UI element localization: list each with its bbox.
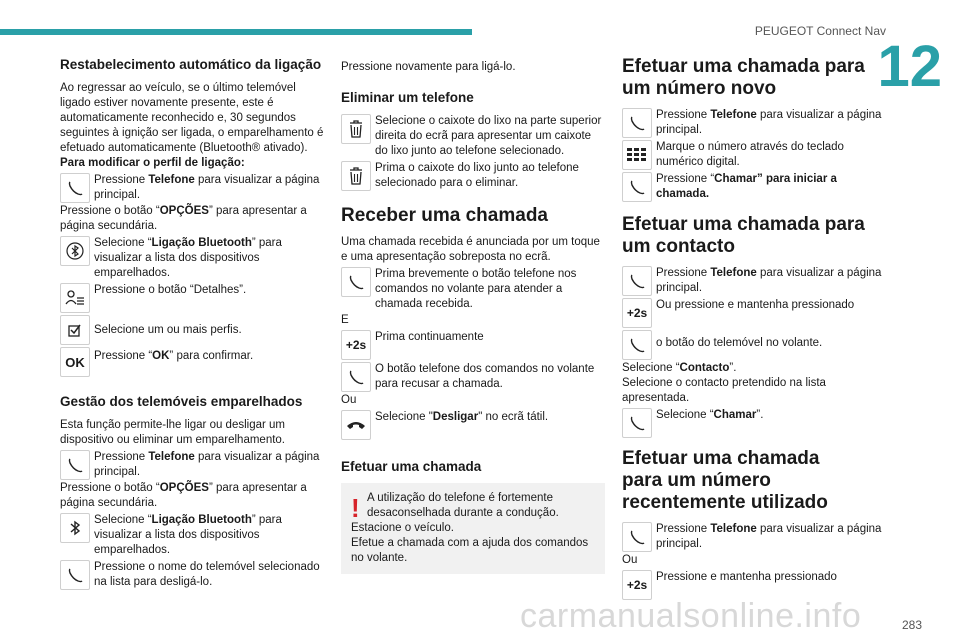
phone-icon: [622, 172, 652, 202]
step: Marque o número através do teclado numérico digital.: [622, 140, 887, 170]
hang-up-icon: [341, 410, 371, 440]
step: OK Pressione “OK” para confirmar.: [60, 347, 325, 377]
bluetooth-icon: [60, 236, 90, 266]
phone-icon: [622, 266, 652, 296]
page-number: 283: [901, 618, 922, 632]
paragraph: Para modificar o perfil de ligação:: [60, 157, 245, 169]
paragraph: Pressione o botão “OPÇÕES” para apresentar a página secundária.: [60, 205, 307, 232]
step: Pressione Telefone para visualizar a página principal.: [60, 450, 325, 480]
step: Selecione “Ligação Bluetooth” para visualizar a lista dos dispositivos emparelhados.: [60, 236, 325, 281]
column-2: [341, 52, 605, 574]
column-3: [622, 52, 887, 601]
checkbox-icon: [60, 315, 90, 345]
step: Pressione “Chamar” para iniciar a chamada.: [622, 172, 887, 202]
section-title: Restabelecimento automático da ligação: [60, 57, 322, 72]
step: +2s Pressione e mantenha pressionado: [622, 570, 887, 600]
phone-icon: [60, 173, 90, 203]
section-title: Gestão dos telemóveis emparelhados: [60, 394, 303, 409]
trash-icon: [341, 161, 371, 191]
paragraph: Pressione o botão “OPÇÕES” para apresentar a página secundária.: [60, 482, 307, 509]
step: Selecione "Desligar" no ecrã tátil.: [341, 410, 605, 440]
hold-2s-icon: +2s: [622, 570, 652, 600]
warning-box: ! A utilização do telefone é fortemente desaconselhada durante a condução. Estacione o veículo. Efetue a chamada com a ajuda dos comandos no volante.: [341, 483, 605, 574]
paragraph: Ou: [341, 394, 357, 406]
step: Selecione “Chamar”.: [622, 408, 887, 438]
warning-icon: !: [351, 493, 360, 523]
step: Prima o caixote do lixo junto ao telefone selecionado para o eliminar.: [341, 161, 605, 191]
section-title: Efetuar uma chamada para um número novo: [622, 56, 865, 99]
step: +2s Prima continuamente: [341, 330, 605, 360]
phone-icon: [341, 362, 371, 392]
paragraph: Ao regressar ao veículo, se o último telemóvel ligado estiver novamente presente, este é automaticamente reconhecido e, 30 segundos seguintes à ignição ser ligada, o emparelhamento é efetuado automaticamente (Bluetooth® ativado).: [60, 82, 324, 154]
phone-icon: [341, 267, 371, 297]
step: Pressione o botão “Detalhes”.: [60, 283, 325, 313]
step: Pressione Telefone para visualizar a página principal.: [622, 108, 887, 138]
phone-icon: [622, 330, 652, 360]
step: Prima brevemente o botão telefone nos comandos no volante para atender a chamada recebida.: [341, 267, 605, 312]
bluetooth-icon: [60, 513, 90, 543]
section-title: Efetuar uma chamada para um contacto: [622, 214, 865, 257]
section-title: Efetuar uma chamada: [341, 459, 482, 474]
paragraph: Selecione o contacto pretendido na lista apresentada.: [622, 377, 826, 404]
step: o botão do telemóvel no volante.: [622, 330, 887, 360]
trash-icon: [341, 114, 371, 144]
keypad-icon: [622, 140, 652, 170]
paragraph: E: [341, 314, 349, 326]
phone-icon: [622, 108, 652, 138]
paragraph: Uma chamada recebida é anunciada por um toque e uma apresentação sobreposta no ecrã.: [341, 236, 600, 263]
step: +2s Ou pressione e mantenha pressionado: [622, 298, 887, 328]
step: Selecione “Ligação Bluetooth” para visualizar a lista dos dispositivos emparelhados.: [60, 513, 325, 558]
header-accent-bar: [0, 29, 472, 35]
ok-icon: OK: [60, 347, 90, 377]
step: Pressione o nome do telemóvel selecionado na lista para desligá-lo.: [60, 560, 325, 590]
section-title: Efetuar uma chamada para um número recentemente utilizado: [622, 448, 828, 513]
column-1: [60, 52, 325, 591]
section-title: Eliminar um telefone: [341, 90, 474, 105]
hold-2s-icon: +2s: [622, 298, 652, 328]
phone-icon: [60, 450, 90, 480]
paragraph: Pressione novamente para ligá-lo.: [341, 61, 516, 73]
user-details-icon: [60, 283, 90, 313]
step: O botão telefone dos comandos no volante para recusar a chamada.: [341, 362, 605, 392]
step: Selecione o caixote do lixo na parte superior direita do ecrã para apresentar um caixote do lixo junto ao telefone selecionado.: [341, 114, 605, 159]
step: Pressione Telefone para visualizar a página principal.: [622, 266, 887, 296]
paragraph: Ou: [622, 554, 638, 566]
step: Selecione um ou mais perfis.: [60, 315, 325, 345]
hold-2s-icon: +2s: [341, 330, 371, 360]
phone-icon: [622, 522, 652, 552]
paragraph: Esta função permite-lhe ligar ou desligar um dispositivo ou eliminar um emparelhamento.: [60, 419, 286, 446]
watermark: carmanualsonline.info: [520, 597, 862, 635]
section-title: Receber uma chamada: [341, 205, 548, 226]
phone-icon: [60, 560, 90, 590]
paragraph: Selecione “Contacto”.: [622, 362, 737, 374]
phone-icon: [622, 408, 652, 438]
step: Pressione Telefone para visualizar a página principal.: [622, 522, 887, 552]
chapter-number: 12: [877, 34, 942, 99]
header-title: PEUGEOT Connect Nav: [754, 24, 886, 38]
step: Pressione Telefone para visualizar a página principal.: [60, 173, 325, 203]
